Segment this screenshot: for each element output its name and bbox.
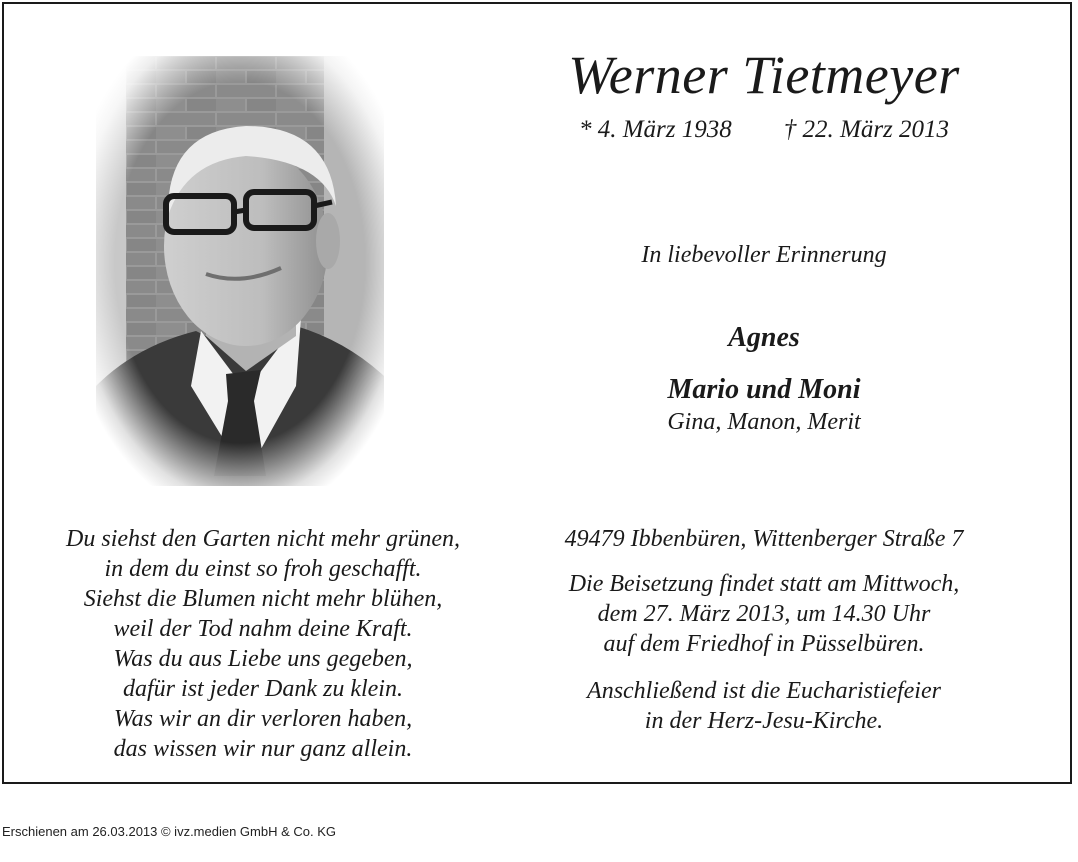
poem-line: Was wir an dir verloren haben, <box>113 706 413 732</box>
portrait-illustration <box>96 56 384 486</box>
poem-line: das wissen wir nur ganz allein. <box>113 736 413 762</box>
family-address <box>524 524 1004 554</box>
poem-line: Was du aus Liebe uns gegeben, <box>113 646 413 672</box>
mourner-children: Mario und Moni <box>667 374 861 405</box>
portrait-photo <box>96 56 384 486</box>
service-details <box>524 676 1004 736</box>
service-line: Anschließend ist die Eucharistiefeier <box>587 678 941 704</box>
funeral-line: auf dem Friedhof in Püsselbüren. <box>603 631 925 657</box>
poem-line: Du siehst den Garten nicht mehr grünen, <box>66 526 460 552</box>
life-dates <box>509 116 1019 144</box>
poem <box>24 524 502 764</box>
service-line: in der Herz-Jesu-Kirche. <box>644 708 884 734</box>
poem-line: Siehst die Blumen nicht mehr blühen, <box>83 586 443 612</box>
funeral-line: Die Beisetzung findet statt am Mittwoch, <box>568 571 960 597</box>
funeral-details <box>524 569 1004 659</box>
publication-footer: Erschienen am 26.03.2013 © ivz.medien GmbH & Co. KG <box>2 824 337 839</box>
death-date: † 22. März 2013 <box>783 116 950 143</box>
mourner-spouse: Agnes <box>728 322 800 353</box>
poem-line: weil der Tod nahm deine Kraft. <box>113 616 413 642</box>
deceased-name: Werner Tietmeyer <box>568 45 960 105</box>
birth-date: * 4. März 1938 <box>578 116 732 143</box>
poem-line: in dem du einst so froh geschafft. <box>104 556 422 582</box>
memory-line: In liebevoller Erinnerung <box>641 242 887 268</box>
funeral-line: dem 27. März 2013, um 14.30 Uhr <box>597 601 931 627</box>
address-line: 49479 Ibbenbüren, Wittenberger Straße 7 <box>564 526 964 552</box>
mourner-grandchildren: Gina, Manon, Merit <box>667 409 861 435</box>
obituary-notice <box>2 2 1072 784</box>
poem-line: dafür ist jeder Dank zu klein. <box>123 676 403 702</box>
